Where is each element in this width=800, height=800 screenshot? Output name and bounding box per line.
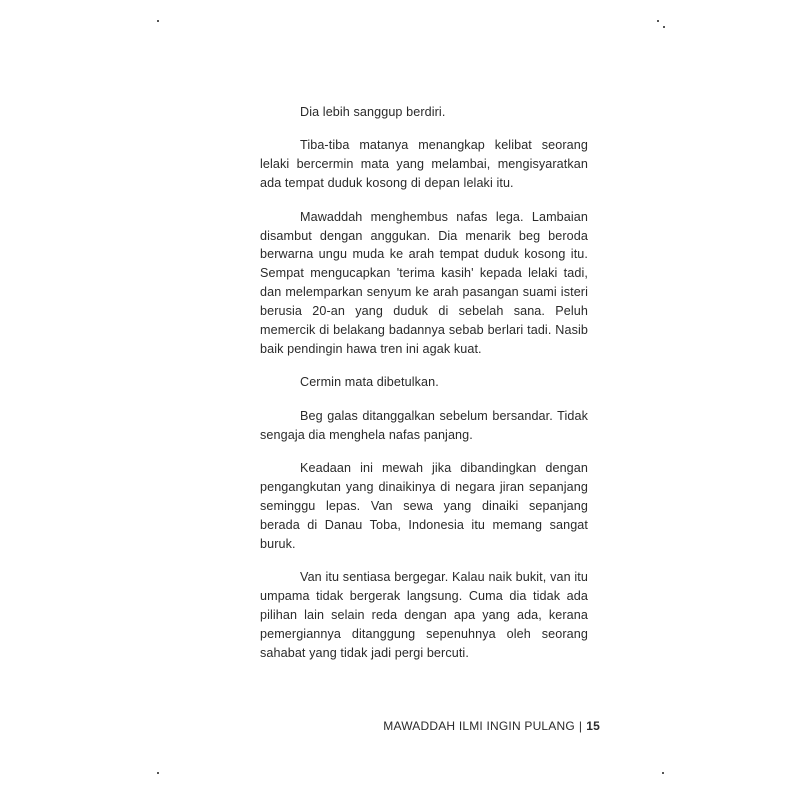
footer-separator: |: [578, 719, 583, 733]
page-number: 15: [586, 719, 600, 733]
paragraph: Dia lebih sanggup berdiri.: [300, 105, 446, 119]
crop-mark-top-right-outer: [663, 26, 665, 28]
paragraph: Keadaan ini mewah jika dibandingkan dengan pengangkutan yang dinaikinya di negara jiran sepanjang seminggu lepas. Van sewa yang dinaiki sepanjang berada di Danau Toba, Indonesia itu memang sangat buruk.: [260, 461, 588, 551]
body-text: [260, 103, 588, 677]
crop-mark-top-left: [157, 20, 159, 22]
crop-mark-bottom-left: [157, 772, 159, 774]
book-title: MAWADDAH ILMI INGIN PULANG: [383, 719, 575, 733]
paragraph: Mawaddah menghembus nafas lega. Lambaian disambut dengan anggukan. Dia menarik beg beroda berwarna ungu muda ke arah tempat duduk kosong itu. Sempat mengucapkan 'terima kasih' kepada lelaki tadi, dan melemparkan senyum ke arah pasangan suami isteri berusia 20-an yang duduk di sebelah sana. Peluh memercik di belakang badannya sebab berlari tadi. Nasib baik pendingin hawa tren ini agak kuat.: [260, 209, 588, 356]
paragraph: Tiba-tiba matanya menangkap kelibat seorang lelaki bercermin mata yang melambai, mengisyaratkan ada tempat duduk kosong di depan lelaki itu.: [260, 138, 588, 191]
crop-mark-bottom-right: [662, 772, 664, 774]
paragraph: Beg galas ditanggalkan sebelum bersandar. Tidak sengaja dia menghela nafas panjang.: [260, 408, 588, 442]
running-footer: [383, 719, 600, 733]
paragraph: Cermin mata dibetulkan.: [300, 375, 439, 390]
crop-mark-top-right: [657, 20, 659, 22]
paragraph: Van itu sentiasa bergegar. Kalau naik bukit, van itu umpama tidak bergerak langsung. Cuma dia tidak ada pilihan lain selain reda dengan apa yang ada, kerana pemergiannya ditanggung sepenuhnya oleh seorang sahabat yang tidak jadi pergi bercuti.: [260, 570, 588, 660]
